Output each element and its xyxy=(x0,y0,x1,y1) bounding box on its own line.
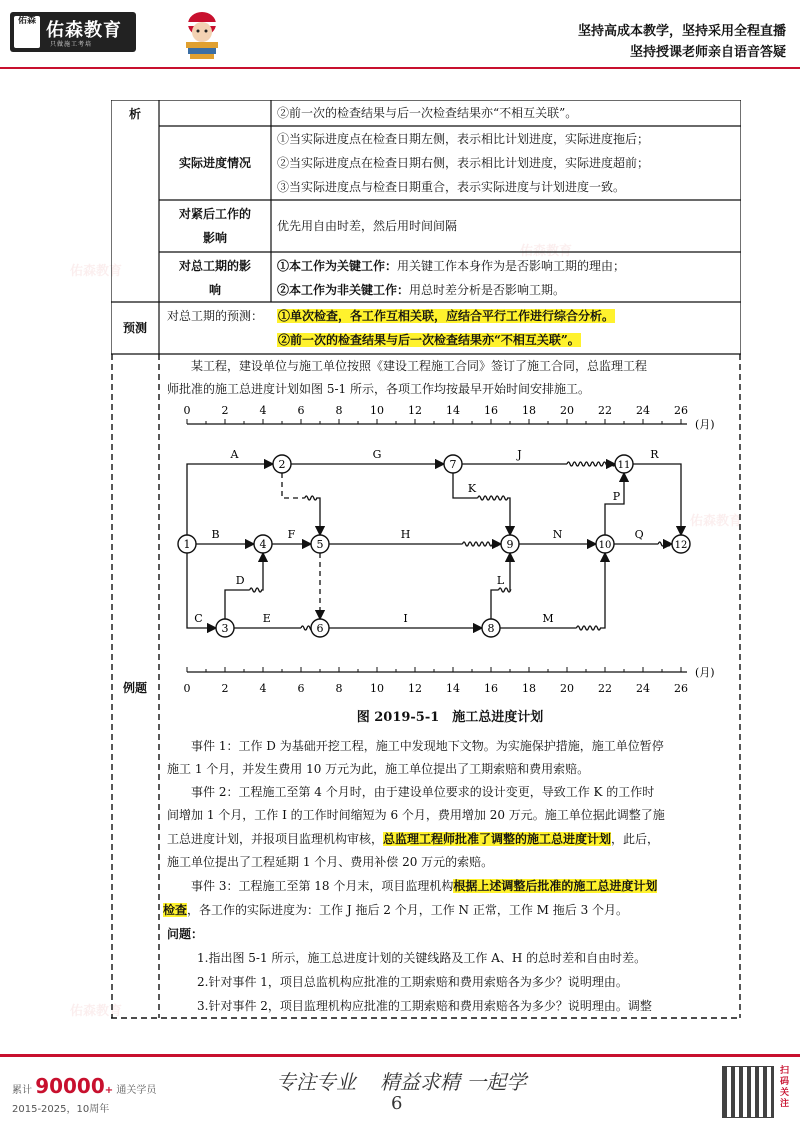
activity-arrow xyxy=(633,464,681,535)
tick-label-bottom: 12 xyxy=(408,682,422,695)
activity-label: I xyxy=(403,612,408,625)
event3-line2-highlight: 检查 xyxy=(163,903,188,917)
example-intro-1: 某工程，建设单位与施工单位按照《建设工程施工合同》签订了施工合同，总监理工程 xyxy=(191,359,648,373)
forecast-line2-text: ②前一次的检查结果与后一次检查结果亦“不相互关联”。 xyxy=(278,333,580,347)
row2-line3: ③当实际进度点与检查日期重合，表示实际进度与计划进度一致。 xyxy=(277,180,626,194)
node-label: 2 xyxy=(278,458,286,471)
node-label: 4 xyxy=(259,538,267,551)
activity-label: N xyxy=(552,528,563,541)
row2-label: 实际进度情况 xyxy=(178,156,251,170)
slogan-line-1: 坚持高成本教学，坚持采用全程直播 xyxy=(577,24,786,39)
node-label: 6 xyxy=(316,622,324,635)
activity-label: D xyxy=(235,574,245,587)
row4-line2 xyxy=(277,282,565,298)
footer-count xyxy=(12,1074,156,1098)
row4-label-1: 对总工期的影 xyxy=(178,259,251,273)
tick-label-top: 20 xyxy=(560,404,574,417)
node-label: 1 xyxy=(183,538,191,551)
tick-label-bottom: 10 xyxy=(370,682,384,695)
forecast-line2 xyxy=(277,332,581,348)
tick-label-top: 8 xyxy=(335,404,343,417)
activity-label: L xyxy=(496,574,505,587)
activity-arrow xyxy=(463,542,502,546)
unit-label-bottom: (月) xyxy=(695,666,715,679)
tick-label-top: 16 xyxy=(484,404,498,417)
question-1: 1.指出图 5-1 所示，施工总进度计划的关键线路及工作 A、H 的总时差和自由时差。 xyxy=(197,951,647,965)
tick-label-top: 0 xyxy=(183,404,191,417)
question-3: 3.针对事件 2，项目监理机构应批准的工期索赔和费用索赔各为多少？说明理由。调整 xyxy=(197,999,652,1013)
tick-label-top: 10 xyxy=(370,404,384,417)
activity-label: R xyxy=(650,448,659,461)
logo-seal: 佑森 xyxy=(14,16,40,48)
footer-divider xyxy=(0,1054,800,1057)
label-example: 例题 xyxy=(122,681,147,695)
question-2: 2.针对事件 1，项目总监机构应批准的工期索赔和费用索赔各为多少？说明理由。 xyxy=(197,975,628,989)
node-label: 10 xyxy=(598,540,612,551)
tick-label-top: 14 xyxy=(446,404,460,417)
activity-label: A xyxy=(230,448,239,461)
event2-line3-highlight: 总监理工程师批准了调整的施工总进度计划 xyxy=(383,832,612,846)
activity-label: C xyxy=(194,612,203,625)
activity-arrow xyxy=(478,496,510,535)
footer-years: 2015-2025，10周年 xyxy=(12,1104,110,1115)
brand-logo xyxy=(10,12,136,52)
count-number: 90000 xyxy=(35,1074,105,1098)
event2-line1: 事件 2：工程施工至第 4 个月时，由于建设单位要求的设计变更，导致工作 K 的工作时 xyxy=(191,785,655,799)
figure-caption: 图 2019-5-1 施工总进度计划 xyxy=(356,710,544,725)
qr-code-icon[interactable] xyxy=(722,1066,774,1118)
row3-label-2: 影响 xyxy=(202,231,227,245)
tick-label-bottom: 22 xyxy=(598,682,612,695)
example-intro-2: 师批准的施工总进度计划如图 5-1 所示，各项工作均按最早开始时间安排施工。 xyxy=(167,382,590,396)
activity-label: G xyxy=(372,448,382,461)
activity-arrow xyxy=(577,553,606,630)
label-analysis: 析 xyxy=(128,107,141,121)
tick-label-bottom: 8 xyxy=(335,682,343,695)
header-divider xyxy=(0,67,800,69)
activity-label: Q xyxy=(634,528,644,541)
node-label: 9 xyxy=(506,538,514,551)
activity-arrow xyxy=(491,590,499,619)
logo-subtitle: 只做施工考培 xyxy=(50,41,93,48)
event2-line3-pre: 工总进度计划，并报项目监理机构审核， xyxy=(167,832,384,846)
watermark: 佑森教育 xyxy=(70,1004,123,1019)
activity-label: J xyxy=(517,448,522,461)
activity-label: H xyxy=(400,528,411,541)
activity-arrow xyxy=(250,553,263,592)
event2-line4: 施工单位提出了工程延期 1 个月、费用补偿 20 万元的索赔。 xyxy=(167,855,494,869)
row4-line1-bold: ①本工作为关键工作： xyxy=(277,259,398,273)
count-plus: + xyxy=(104,1085,114,1096)
forecast-line1 xyxy=(277,308,615,324)
signature-left: 专注专业 xyxy=(276,1070,356,1094)
event3-line2 xyxy=(163,902,628,918)
node-label: 8 xyxy=(487,622,495,635)
row3-line: 优先用自由时差，然后用时间间隔 xyxy=(277,219,458,233)
activity-arrow xyxy=(605,473,624,535)
tick-label-top: 26 xyxy=(674,404,688,417)
event2-line3 xyxy=(167,831,659,847)
watermark: 佑森教育 xyxy=(70,264,123,279)
tick-label-top: 6 xyxy=(297,404,305,417)
tick-label-bottom: 6 xyxy=(297,682,305,695)
forecast-line1-text: ①单次检查，各工作互相关联，应结合平行工作进行综合分析。 xyxy=(278,309,615,323)
node-label: 7 xyxy=(449,458,457,471)
signature-right: 精益求精 一起学 xyxy=(380,1070,527,1094)
activity-label: M xyxy=(542,612,554,625)
activity-label: P xyxy=(612,490,621,503)
activity-arrow xyxy=(567,462,615,466)
qr-label: 扫码关注 xyxy=(780,1066,790,1109)
tick-label-bottom: 2 xyxy=(221,682,229,695)
forecast-prefix: 对总工期的预测： xyxy=(167,309,264,323)
event1-line1: 事件 1：工作 D 为基础开挖工程，施工中发现地下文物。为实施保护措施，施工单位暂停 xyxy=(191,739,664,753)
tick-label-bottom: 14 xyxy=(446,682,460,695)
event3-line2-post: ，各工作的实际进度为：工作 J 拖后 2 个月，工作 N 正常，工作 M 拖后 3 个月。 xyxy=(187,903,629,917)
activity-arrow xyxy=(658,542,672,546)
row1-line: ②前一次的检查结果与后一次检查结果亦“不相互关联”。 xyxy=(277,106,578,120)
row4-label-2: 响 xyxy=(208,283,221,297)
event1-line2: 施工 1 个月，并发生费用 10 万元为此，施工单位提出了工期索赔和费用索赔。 xyxy=(167,762,590,776)
event2-line2: 间增加 1 个月，工作 I 的工作时间缩短为 6 个月，费用增加 20 万元。施工单位据此调整了施 xyxy=(167,808,665,822)
questions-title: 问题： xyxy=(167,927,204,941)
tick-label-bottom: 4 xyxy=(259,682,267,695)
event3-line1-pre: 事件 3：工程施工至第 18 个月末，项目监理机构 xyxy=(191,879,454,893)
activity-arrow xyxy=(225,590,250,619)
page-number: 6 xyxy=(391,1093,403,1114)
row4-line2-rest: 用总时差分析是否影响工期。 xyxy=(409,283,566,297)
tick-label-bottom: 18 xyxy=(522,682,536,695)
tick-label-bottom: 16 xyxy=(484,682,498,695)
tick-label-bottom: 0 xyxy=(183,682,191,695)
tick-label-top: 18 xyxy=(522,404,536,417)
row2-line1: ①当实际进度点在检查日期左侧，表示相比计划进度，实际进度拖后； xyxy=(277,132,650,146)
activity-label: E xyxy=(262,612,271,625)
activity-arrow xyxy=(305,496,320,535)
event3-line1-highlight: 根据上述调整后批准的施工总进度计划 xyxy=(453,879,658,893)
tick-label-top: 4 xyxy=(259,404,267,417)
network-diagram xyxy=(171,400,731,700)
tick-label-top: 2 xyxy=(221,404,229,417)
count-prefix: 累计 xyxy=(12,1085,32,1096)
slogan-line-2: 坚持授课老师亲自语音答疑 xyxy=(629,45,786,60)
activity-arrow xyxy=(187,464,273,535)
label-forecast: 预测 xyxy=(122,321,147,335)
knowledge-table xyxy=(111,100,741,1020)
event3-line1 xyxy=(191,878,657,894)
tick-label-bottom: 20 xyxy=(560,682,574,695)
row2-line2: ②当实际进度点在检查日期右侧，表示相比计划进度，实际进度超前； xyxy=(277,156,650,170)
row3-label-1: 对紧后工作的 xyxy=(178,207,251,221)
node-label: 3 xyxy=(221,622,229,635)
activity-label: K xyxy=(467,482,477,495)
tick-label-top: 22 xyxy=(598,404,612,417)
event2-line3-post: ，此后， xyxy=(611,832,660,846)
mascot-icon xyxy=(178,8,226,60)
activity-label: B xyxy=(211,528,220,541)
row4-line1 xyxy=(277,258,625,274)
watermark: 佑森教育 xyxy=(690,514,743,529)
tick-label-top: 24 xyxy=(636,404,650,417)
tick-label-bottom: 26 xyxy=(674,682,688,695)
row4-line1-rest: 用关键工作本身作为是否影响工期的理由； xyxy=(397,259,626,273)
node-label: 12 xyxy=(674,540,688,551)
tick-label-bottom: 24 xyxy=(636,682,650,695)
activity-label: F xyxy=(287,528,296,541)
activity-arrow xyxy=(282,473,305,498)
tick-label-top: 12 xyxy=(408,404,422,417)
row4-line2-bold: ②本工作为非关键工作： xyxy=(277,283,410,297)
node-label: 11 xyxy=(617,460,631,471)
watermark: 佑森教育 xyxy=(520,244,573,259)
logo-name: 佑森教育 xyxy=(46,20,122,41)
count-suffix: 通关学员 xyxy=(116,1085,157,1096)
node-label: 5 xyxy=(316,538,324,551)
unit-label-top: (月) xyxy=(695,418,715,431)
